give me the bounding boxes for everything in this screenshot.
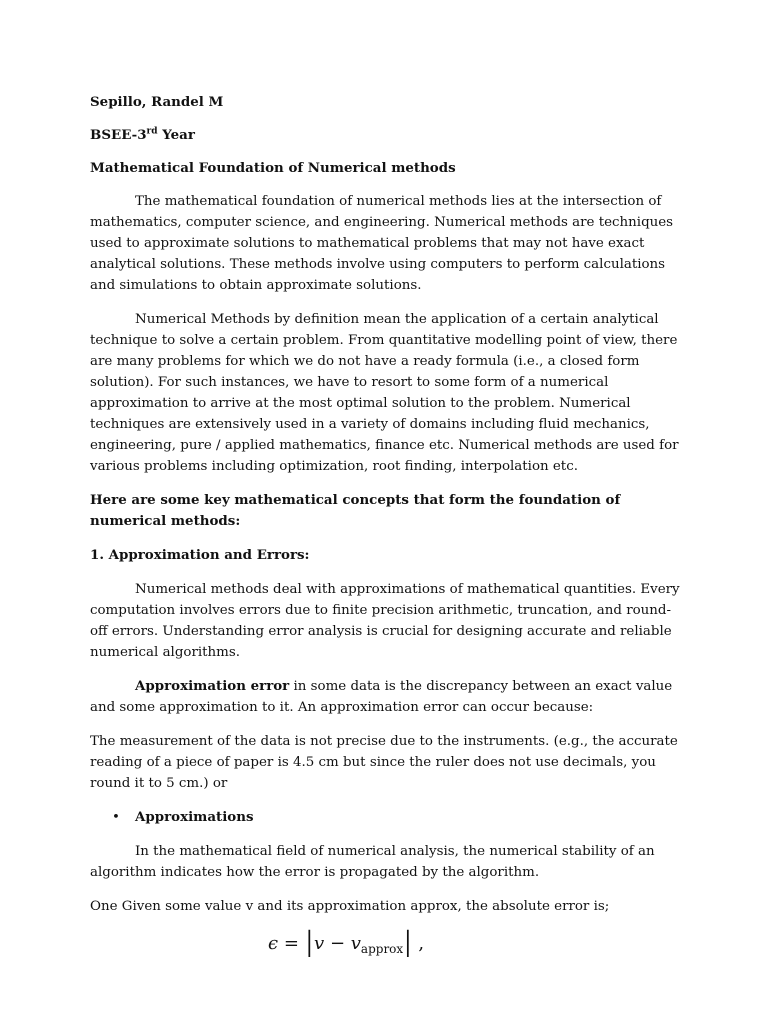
key-concepts-heading: Here are some key mathematical concepts that form the foundation of numerical methods: — [90, 492, 621, 529]
absolute-error-formula — [268, 928, 424, 964]
document-page — [90, 92, 680, 917]
bullet-icon: • — [112, 810, 120, 825]
formula-minus: − — [324, 933, 351, 954]
course-year-suffix: Year — [157, 127, 195, 143]
formula-v: v — [314, 933, 325, 954]
paragraph-stability: In the mathematical field of numerical analysis, the numerical stability of an algorithm indicates how the error is propagated by the algorithm. — [90, 844, 655, 880]
paragraph-approximations: Numerical methods deal with approximations of mathematical quantities. Every computation involves errors due to finite precision arithmetic, truncation, and round-off errors. Understanding error analysis is crucial for designing accurate and reliable numerical algorithms. — [90, 582, 680, 660]
formula-bar-left: | — [305, 926, 314, 958]
formula-equals: = — [278, 933, 305, 954]
author-name: Sepillo, Randel M — [90, 94, 224, 110]
course-year-prefix: BSEE-3 — [90, 127, 147, 143]
course-year — [90, 125, 680, 146]
formula-bar-right: | — [404, 926, 412, 958]
paragraph-intro: The mathematical foundation of numerical methods lies at the intersection of mathematics, computer science, and engineering. Numerical methods are techniques used to approximate solutions to mathematical problems that may not have exact analytical solutions. These methods involve using computers to perform calculations and simulations to obtain approximate solutions. — [90, 194, 674, 293]
formula-trailing-comma: , — [412, 933, 425, 954]
bullet-label: Approximations — [135, 809, 254, 825]
paragraph-measurement: The measurement of the data is not precise due to the instruments. (e.g., the accurate reading of a piece of paper is 4.5 cm but since the ruler does not use decimals, you round it to 5 cm.) or — [90, 734, 678, 791]
approximation-error-text: in some data is the discrepancy between an exact value and some approximation to it. An approximation error can occur because: — [90, 679, 673, 715]
paragraph-approximation-error — [90, 676, 680, 718]
section-heading-approximation: 1. Approximation and Errors: — [90, 547, 310, 563]
bullet-item-approximations — [90, 807, 680, 828]
formula-v-approx: v — [350, 933, 361, 954]
formula-epsilon: ϵ — [268, 933, 279, 954]
document-title: Mathematical Foundation of Numerical methods — [90, 160, 456, 176]
paragraph-definition: Numerical Methods by definition mean the application of a certain analytical technique to solve a certain problem. From quantitative modelling point of view, there are many problems for which we do not have a ready formula (i.e., a closed form solution). For such instances, we have to resort to some form of a numerical approximation to arrive at the most optimal solution to the problem. Numerical techniques are extensively used in a variety of domains including fluid mechanics, engineering, pure / applied mathematics, finance etc. Numerical methods are used for various problems including optimization, root finding, interpolation etc. — [90, 312, 679, 474]
formula-subscript: approx — [360, 942, 404, 956]
paragraph-absolute-error: One Given some value v and its approximation approx, the absolute error is; — [90, 899, 610, 914]
approximation-error-term: Approximation error — [135, 678, 290, 694]
course-year-superscript: rd — [146, 126, 158, 137]
